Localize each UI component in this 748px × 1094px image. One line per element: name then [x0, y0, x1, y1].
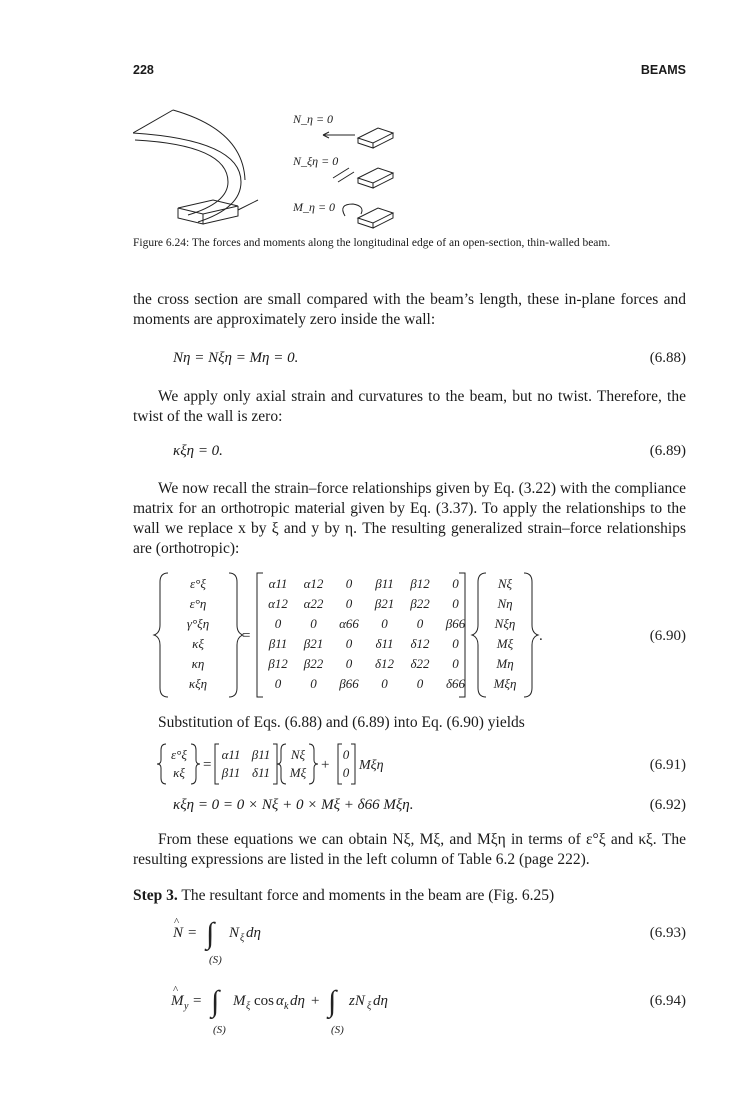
equation-number: (6.89) [649, 443, 686, 459]
matrix-cell: 0 [452, 636, 459, 651]
equation-number: (6.90) [649, 628, 686, 644]
svg-text:.: . [539, 628, 543, 644]
svg-text:α: α [276, 993, 284, 1009]
equation-6-88 [133, 350, 686, 372]
equation-6-91 [133, 742, 686, 786]
svg-text:M: M [233, 993, 246, 1009]
equation-6-93 [133, 915, 686, 970]
matrix-cell: 0 [381, 676, 388, 691]
element-2 [333, 168, 393, 188]
matrix-cell: α12 [303, 576, 324, 591]
paragraph-2: We apply only axial strain and curvatures to the beam, but no twist. Therefore, the twist of the wall is zero: [133, 388, 686, 425]
matrix-cell: 0 [452, 656, 459, 671]
rhs-entry: Mξ [289, 765, 307, 780]
svg-text:+: + [311, 993, 320, 1009]
step-text: The resultant force and moments in the beam are (Fig. 6.25) [177, 887, 555, 904]
matrix-cell: 0 [274, 616, 282, 631]
svg-text:=: = [188, 925, 197, 941]
matrix-cell: β12 [268, 656, 288, 671]
svg-text:∫: ∫ [328, 985, 337, 1018]
paragraph-1: the cross section are small compared with the beam’s length, these in-plane forces and moments are approximately zero inside the wall: [133, 291, 686, 328]
matrix-cell: 0 [345, 656, 353, 671]
matrix-cell: β22 [410, 596, 430, 611]
lhs-entry: κξη [188, 676, 208, 691]
equation-6-90 [133, 570, 686, 700]
svg-text:dη: dη [290, 993, 305, 1009]
matrix-equation-svg [133, 742, 686, 786]
svg-text:ξ: ξ [240, 933, 245, 944]
curved-wall-inner [135, 140, 228, 215]
matrix-cell: δ22 [410, 656, 430, 671]
label-n-eta: N_η = 0 [293, 112, 334, 126]
rhs-entry: Mξη [493, 676, 517, 691]
lhs-entry: κξ [192, 636, 204, 651]
label-n-xi-eta: N_ξη = 0 [293, 154, 339, 168]
paragraph-3: We now recall the strain–force relationships given by Eq. (3.22) with the compliance matrix for an orthotropic material given by Eq. (3.37). To apply the relationships to the wall we replace x by ξ and y by η. The resulting generalized strain–force relationships are (orthotropic): [133, 480, 686, 557]
equation-text: κξη = 0. [173, 443, 223, 459]
matrix-cell: 0 [310, 676, 317, 691]
svg-text:=: = [242, 628, 251, 644]
matrix-equation-svg [133, 570, 686, 700]
svg-text:(S): (S) [331, 1024, 344, 1036]
page-number: 228 [133, 63, 154, 77]
equation-text: κξη = 0 = 0 × Nξ + 0 × Mξ + δ66 Mξη. [173, 797, 414, 813]
svg-text:k: k [284, 1001, 289, 1012]
lhs-entry: κη [191, 656, 205, 671]
integral-equation-svg [133, 915, 686, 970]
svg-text:=: = [193, 993, 202, 1009]
step-label: Step 3. [133, 887, 178, 904]
matrix-cell: β11 [375, 576, 394, 591]
matrix-cell: β66 [339, 676, 359, 691]
matrix-cell: β66 [445, 616, 466, 631]
rhs-entry: Mξ [496, 636, 514, 651]
svg-text:∫: ∫ [211, 985, 220, 1018]
rhs-entry: Nξ [497, 576, 513, 591]
matrix-cell: 0 [345, 636, 353, 651]
figure-6-24 [133, 100, 686, 240]
matrix-cell: δ11 [251, 765, 271, 780]
matrix-cell: β21 [303, 636, 324, 651]
matrix-cell: α66 [339, 616, 359, 631]
figure-caption: Figure 6.24: The forces and moments along the longitudinal edge of an open-section, thin-walled beam. [133, 237, 611, 249]
lhs-entry: γ°ξη [186, 616, 210, 631]
matrix-cell: β11 [221, 765, 241, 780]
equation-number: (6.93) [649, 925, 686, 941]
svg-text:^: ^ [174, 916, 180, 928]
matrix-cell: 0 [452, 576, 459, 591]
svg-text:dη: dη [246, 925, 261, 941]
matrix-cell: α11 [221, 747, 241, 762]
vector-entry: 0 [342, 765, 350, 780]
matrix-cell: α22 [303, 596, 324, 611]
svg-text:cos: cos [254, 993, 274, 1009]
matrix-cell: β12 [410, 576, 430, 591]
rhs-entry: Mη [496, 656, 514, 671]
paragraph-5: From these equations we can obtain Nξ, Mξ, and Mξη in terms of ε°ξ and κξ. The resulting expressions are listed in the left column of Table 6.2 (page 222). [133, 831, 686, 868]
paragraph-4: Substitution of Eqs. (6.88) and (6.89) into Eq. (6.90) yields [158, 714, 525, 731]
svg-text:=: = [203, 757, 212, 773]
matrix-cell: β22 [303, 656, 324, 671]
lhs-entry: κξ [173, 765, 185, 780]
equation-number: (6.88) [649, 350, 686, 366]
matrix-cell: δ11 [375, 636, 394, 651]
matrix-cell: 0 [345, 576, 353, 591]
element-3 [343, 204, 393, 228]
svg-text:N: N [229, 925, 240, 941]
svg-text:ξ: ξ [367, 1001, 372, 1012]
svg-text:M: M [171, 993, 184, 1009]
svg-text:N: N [173, 925, 184, 941]
svg-text:∫: ∫ [206, 917, 215, 950]
matrix-cell: β11 [251, 747, 271, 762]
page-header [133, 63, 686, 83]
tail-term: Mξη [359, 758, 384, 773]
step-3-paragraph [133, 886, 686, 906]
svg-text:+: + [321, 757, 330, 773]
lhs-entry: ε°ξ [171, 747, 187, 762]
svg-text:^: ^ [173, 984, 179, 996]
matrix-cell: δ12 [410, 636, 430, 651]
svg-text:dη: dη [373, 993, 388, 1009]
rhs-entry: Nξη [494, 616, 516, 631]
integral-equation-svg [133, 983, 686, 1043]
matrix-cell: 0 [310, 616, 317, 631]
matrix-cell: 0 [274, 676, 282, 691]
svg-text:ξ: ξ [246, 1001, 251, 1012]
equation-6-92 [133, 797, 686, 819]
equation-number: (6.94) [649, 993, 686, 1009]
matrix-cell: β21 [374, 596, 395, 611]
svg-text:zN: zN [349, 993, 365, 1009]
vector-entry: 0 [342, 747, 350, 762]
equation-text: Nη = Nξη = Mη = 0. [173, 350, 299, 366]
matrix-cell: α11 [268, 576, 288, 591]
svg-text:(S): (S) [209, 954, 222, 966]
equation-number: (6.92) [649, 797, 686, 813]
svg-text:(S): (S) [213, 1024, 226, 1036]
rhs-entry: Nξ [290, 747, 306, 762]
matrix-cell: 0 [416, 616, 424, 631]
matrix-cell: δ66 [445, 676, 466, 691]
svg-text:y: y [184, 1001, 189, 1012]
matrix-cell: α12 [268, 596, 288, 611]
lhs-entry: ε°ξ [190, 576, 206, 591]
label-m-eta: M_η = 0 [293, 200, 336, 214]
curved-wall-outer [133, 110, 173, 133]
matrix-cell: 0 [345, 596, 353, 611]
element-1 [323, 128, 393, 148]
equation-6-89 [133, 443, 686, 465]
equation-6-94 [133, 983, 686, 1043]
lhs-entry: ε°η [189, 596, 207, 611]
equation-number: (6.91) [649, 757, 686, 773]
matrix-cell: 0 [381, 616, 388, 631]
running-title: BEAMS [640, 63, 686, 77]
matrix-cell: 0 [416, 676, 424, 691]
rhs-entry: Nη [497, 596, 513, 611]
matrix-cell: 0 [452, 596, 459, 611]
matrix-cell: δ12 [374, 656, 395, 671]
matrix-cell: β11 [268, 636, 288, 651]
